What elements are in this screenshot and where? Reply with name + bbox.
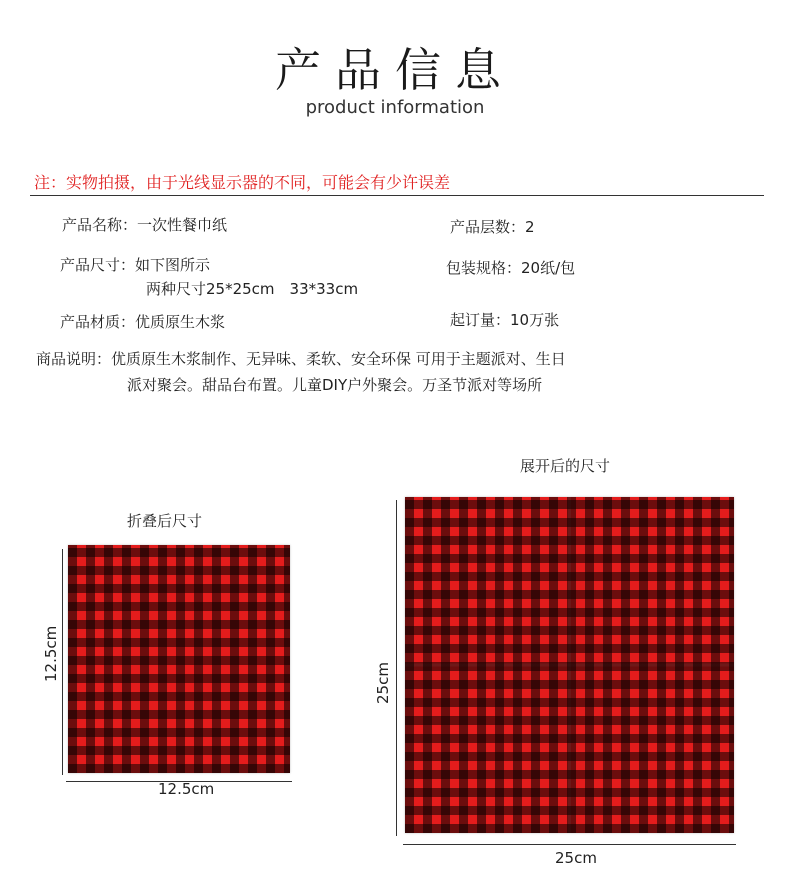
product-size-label: 产品尺寸：如下图所示 <box>60 256 211 274</box>
description-line-2: 派对聚会。甜品台布置。儿童DIY户外聚会。万圣节派对等场所 <box>127 376 543 394</box>
product-material: 产品材质：优质原生木浆 <box>60 313 226 331</box>
unfolded-width-line <box>403 844 736 845</box>
divider <box>30 195 764 196</box>
unfolded-height-line <box>396 500 397 836</box>
product-layers: 产品层数：2 <box>450 218 535 236</box>
unfolded-height-label: 25cm <box>374 662 392 704</box>
unfolded-napkin-image <box>405 497 734 833</box>
unfolded-caption: 展开后的尺寸 <box>520 457 611 475</box>
folded-width-label: 12.5cm <box>158 780 215 798</box>
folded-caption: 折叠后尺寸 <box>127 512 203 530</box>
product-size-detail: 两种尺寸25*25cm 33*33cm <box>146 280 359 298</box>
description-line-1: 商品说明：优质原生木浆制作、无异味、柔软、安全环保 可用于主题派对、生日 <box>36 350 566 368</box>
folded-height-label: 12.5cm <box>42 625 60 682</box>
folded-height-line <box>62 549 63 775</box>
product-packing: 包装规格：20纸/包 <box>446 259 576 277</box>
product-name: 产品名称：一次性餐巾纸 <box>62 216 228 234</box>
page-subtitle: product information <box>305 97 485 118</box>
notice-text: 注：实物拍摄，由于光线显示器的不同，可能会有少许误差 <box>34 173 451 192</box>
folded-napkin-image <box>68 545 290 773</box>
page-title: 产品信息 <box>275 43 515 97</box>
unfolded-width-label: 25cm <box>555 849 597 867</box>
product-moq: 起订量：10万张 <box>450 311 560 329</box>
